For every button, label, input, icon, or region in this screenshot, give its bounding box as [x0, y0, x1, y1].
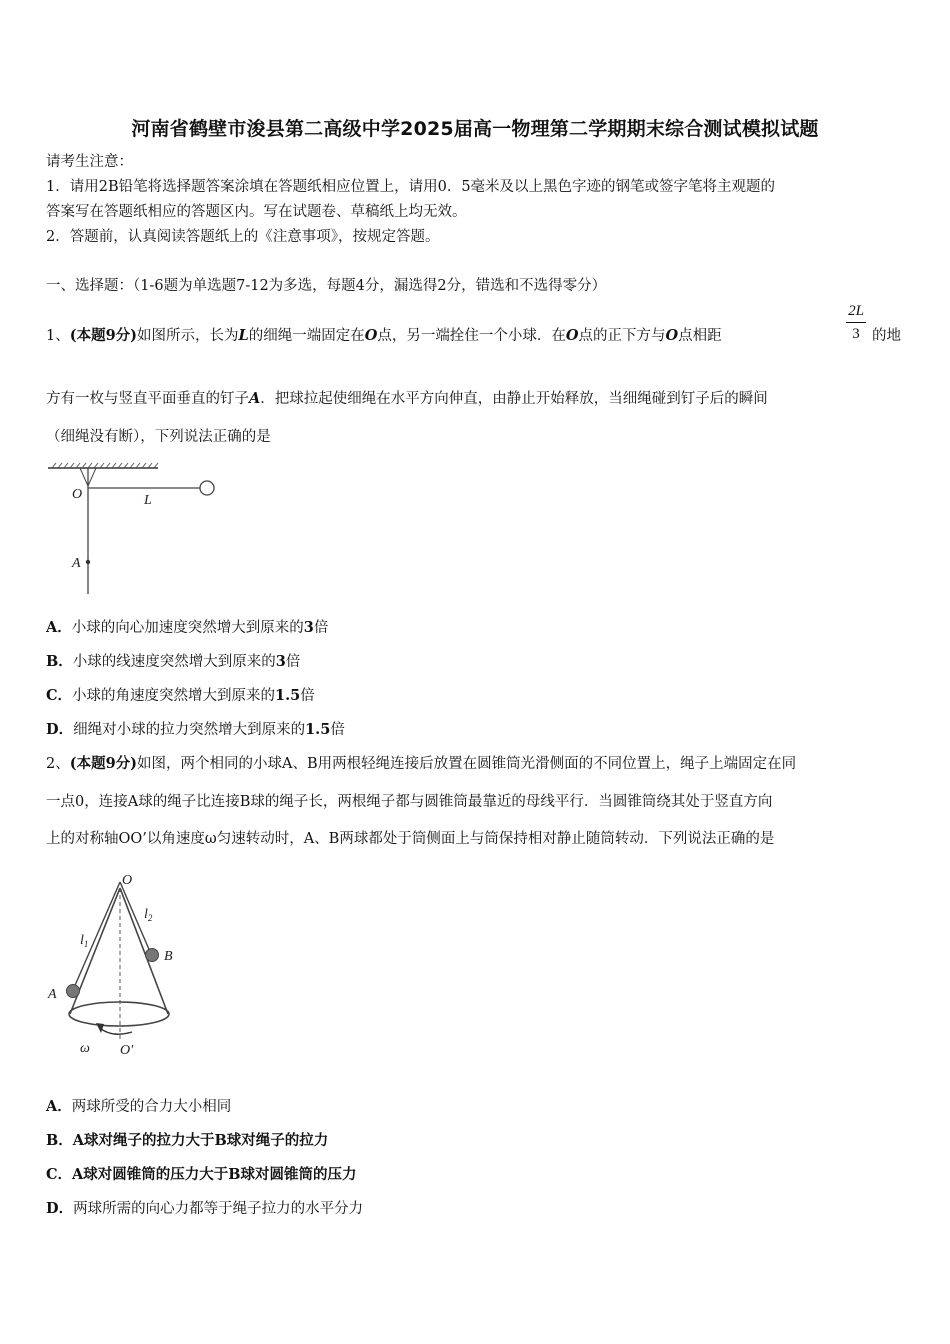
q2-stem-line-3: 上的对称轴OO’以角速度ω匀速转动时，A、B两球都处于筒侧面上与筒保持相对静止随筒转动．下列说法正确的是 [46, 831, 775, 847]
option-text: 细绳对小球的拉力突然增大到原来的 [73, 722, 306, 738]
q1-text-a: 如图所示，长为 [137, 328, 239, 344]
option-letter: C． [46, 687, 73, 704]
option-unit: 倍 [300, 688, 315, 704]
label-A: A [72, 556, 81, 571]
option-letter: A． [46, 1098, 72, 1115]
option-text: 两球所需的向心力都等于绳子拉力的水平分力 [73, 1201, 364, 1217]
q1-pendulum-figure [40, 460, 230, 600]
option-unit: 倍 [330, 722, 345, 738]
q1-var-L: L [238, 327, 249, 344]
option-text: 两球所受的合力大小相同 [71, 1099, 232, 1115]
rotation-arrow [100, 1028, 132, 1034]
q1-option-b[interactable] [46, 652, 916, 672]
q2-stem-line-2: 一点0，连接A球的绳子比连接B球的绳子长，两根绳子都与圆锥筒最靠近的母线平行．当圆锥筒绕其处于竖直方向 [46, 794, 773, 810]
page-title: 河南省鹤壁市浚县第二高级中学2025届高一物理第二学期期末综合测试模拟试题 [131, 118, 819, 140]
q2-option-b[interactable] [46, 1131, 916, 1151]
q1-option-d[interactable] [46, 720, 916, 740]
option-letter: B． [46, 653, 73, 670]
option-letter: A． [46, 619, 72, 636]
ball-a-icon [67, 985, 80, 998]
label-A: A [48, 987, 57, 1002]
rotation-arrowhead [96, 1023, 104, 1033]
nail-point [86, 560, 90, 564]
label-O-prime: O' [120, 1043, 134, 1058]
option-text: 小球的线速度突然增大到原来的 [72, 654, 276, 670]
q1-line2-text: 方有一枚与竖直平面垂直的钉子 [46, 391, 249, 407]
option-unit: 倍 [313, 620, 329, 636]
q1-stem-line-2 [46, 389, 916, 409]
q1-text-c: 点，另一端拴住一个小球．在 [377, 328, 566, 344]
q2-line1-text: 如图，两个相同的小球A、B用两根轻绳连接后放置在圆锥筒光滑侧面的不同位置上，绳子上端固定在同 [137, 756, 797, 772]
q2-cone-figure [40, 862, 200, 1062]
label-O: O [122, 873, 133, 888]
q1-text-e: 点相距 [678, 328, 722, 344]
q1-var-O: O [364, 327, 378, 344]
option-letter: D． [46, 1200, 74, 1217]
q1-var-O-2: O [565, 327, 579, 344]
q1-fraction-denominator: 3 [852, 326, 860, 342]
q1-number: 1、 [46, 328, 70, 344]
label-B: B [164, 949, 173, 964]
label-O: O [72, 487, 83, 502]
q1-line-1-tail: 的地 [872, 328, 901, 344]
q1-text-d: 点的正下方与 [578, 328, 666, 344]
q1-fraction [842, 302, 870, 346]
pivot-left [80, 468, 88, 486]
notice-item-1: 1．请用2B铅笔将选择题答案涂填在答题纸相应位置上，请用0．5毫米及以上黑色字迹的钢笔或签字笔将主观题的 [46, 179, 776, 195]
q1-fraction-numerator: 2L [848, 303, 864, 319]
label-L: L [144, 493, 152, 508]
option-text: 小球的角速度突然增大到原来的 [72, 688, 276, 704]
option-number: 1.5 [305, 721, 331, 738]
q2-option-c[interactable] [46, 1165, 916, 1185]
q1-text-b: 的细绳一端固定在 [248, 328, 365, 344]
notice-item-2: 2．答题前，认真阅读答题纸上的《注意事项》，按规定答题。 [46, 229, 440, 245]
ball-b-icon [146, 949, 159, 962]
option-text: A球对圆锥筒的压力大于B球对圆锥筒的压力 [72, 1166, 357, 1183]
option-number: 1.5 [275, 687, 301, 704]
q2-option-d[interactable] [46, 1199, 916, 1219]
option-letter: C． [46, 1166, 73, 1183]
section-heading: 一、选择题：（1-6题为单选题7-12为多选，每题4分，漏选得2分，错选和不选得零分） [46, 278, 607, 294]
label-l1: $l_1$ [80, 933, 89, 949]
q1-var-A: A [249, 390, 261, 407]
q2-option-a[interactable] [46, 1097, 916, 1117]
label-omega: ω [80, 1041, 90, 1056]
cone-base [69, 1002, 169, 1026]
label-l2: $l_2$ [144, 907, 153, 923]
q2-stem-line-1 [46, 754, 916, 774]
q1-line2-tail: ．把球拉起使细绳在水平方向伸直，由静止开始释放，当细绳碰到钉子后的瞬间 [260, 391, 768, 407]
option-text: 小球的向心加速度突然增大到原来的 [71, 620, 304, 636]
ball-icon [200, 481, 214, 495]
q1-var-O-3: O [665, 327, 679, 344]
q1-stem-line-1 [46, 326, 916, 346]
q1-option-c[interactable] [46, 686, 916, 706]
option-letter: B． [46, 1132, 73, 1149]
q1-option-a[interactable] [46, 618, 916, 638]
option-number: 3 [275, 653, 286, 670]
pivot-right [88, 468, 96, 486]
option-text: A球对绳子的拉力大于B球对绳子的拉力 [72, 1132, 329, 1149]
notice-heading: 请考生注意： [46, 154, 133, 170]
option-unit: 倍 [285, 654, 301, 670]
notice-item-1-cont: 答案写在答题纸相应的答题区内。写在试题卷、草稿纸上均无效。 [46, 204, 467, 220]
q1-fraction-bar [846, 322, 866, 323]
q1-score: (本题9分) [69, 327, 138, 344]
option-letter: D． [46, 721, 74, 738]
q1-stem-line-3: （细绳没有断），下列说法正确的是 [46, 429, 271, 445]
q2-score: (本题9分) [69, 755, 138, 772]
option-number: 3 [303, 619, 314, 636]
q2-number: 2、 [46, 756, 70, 772]
